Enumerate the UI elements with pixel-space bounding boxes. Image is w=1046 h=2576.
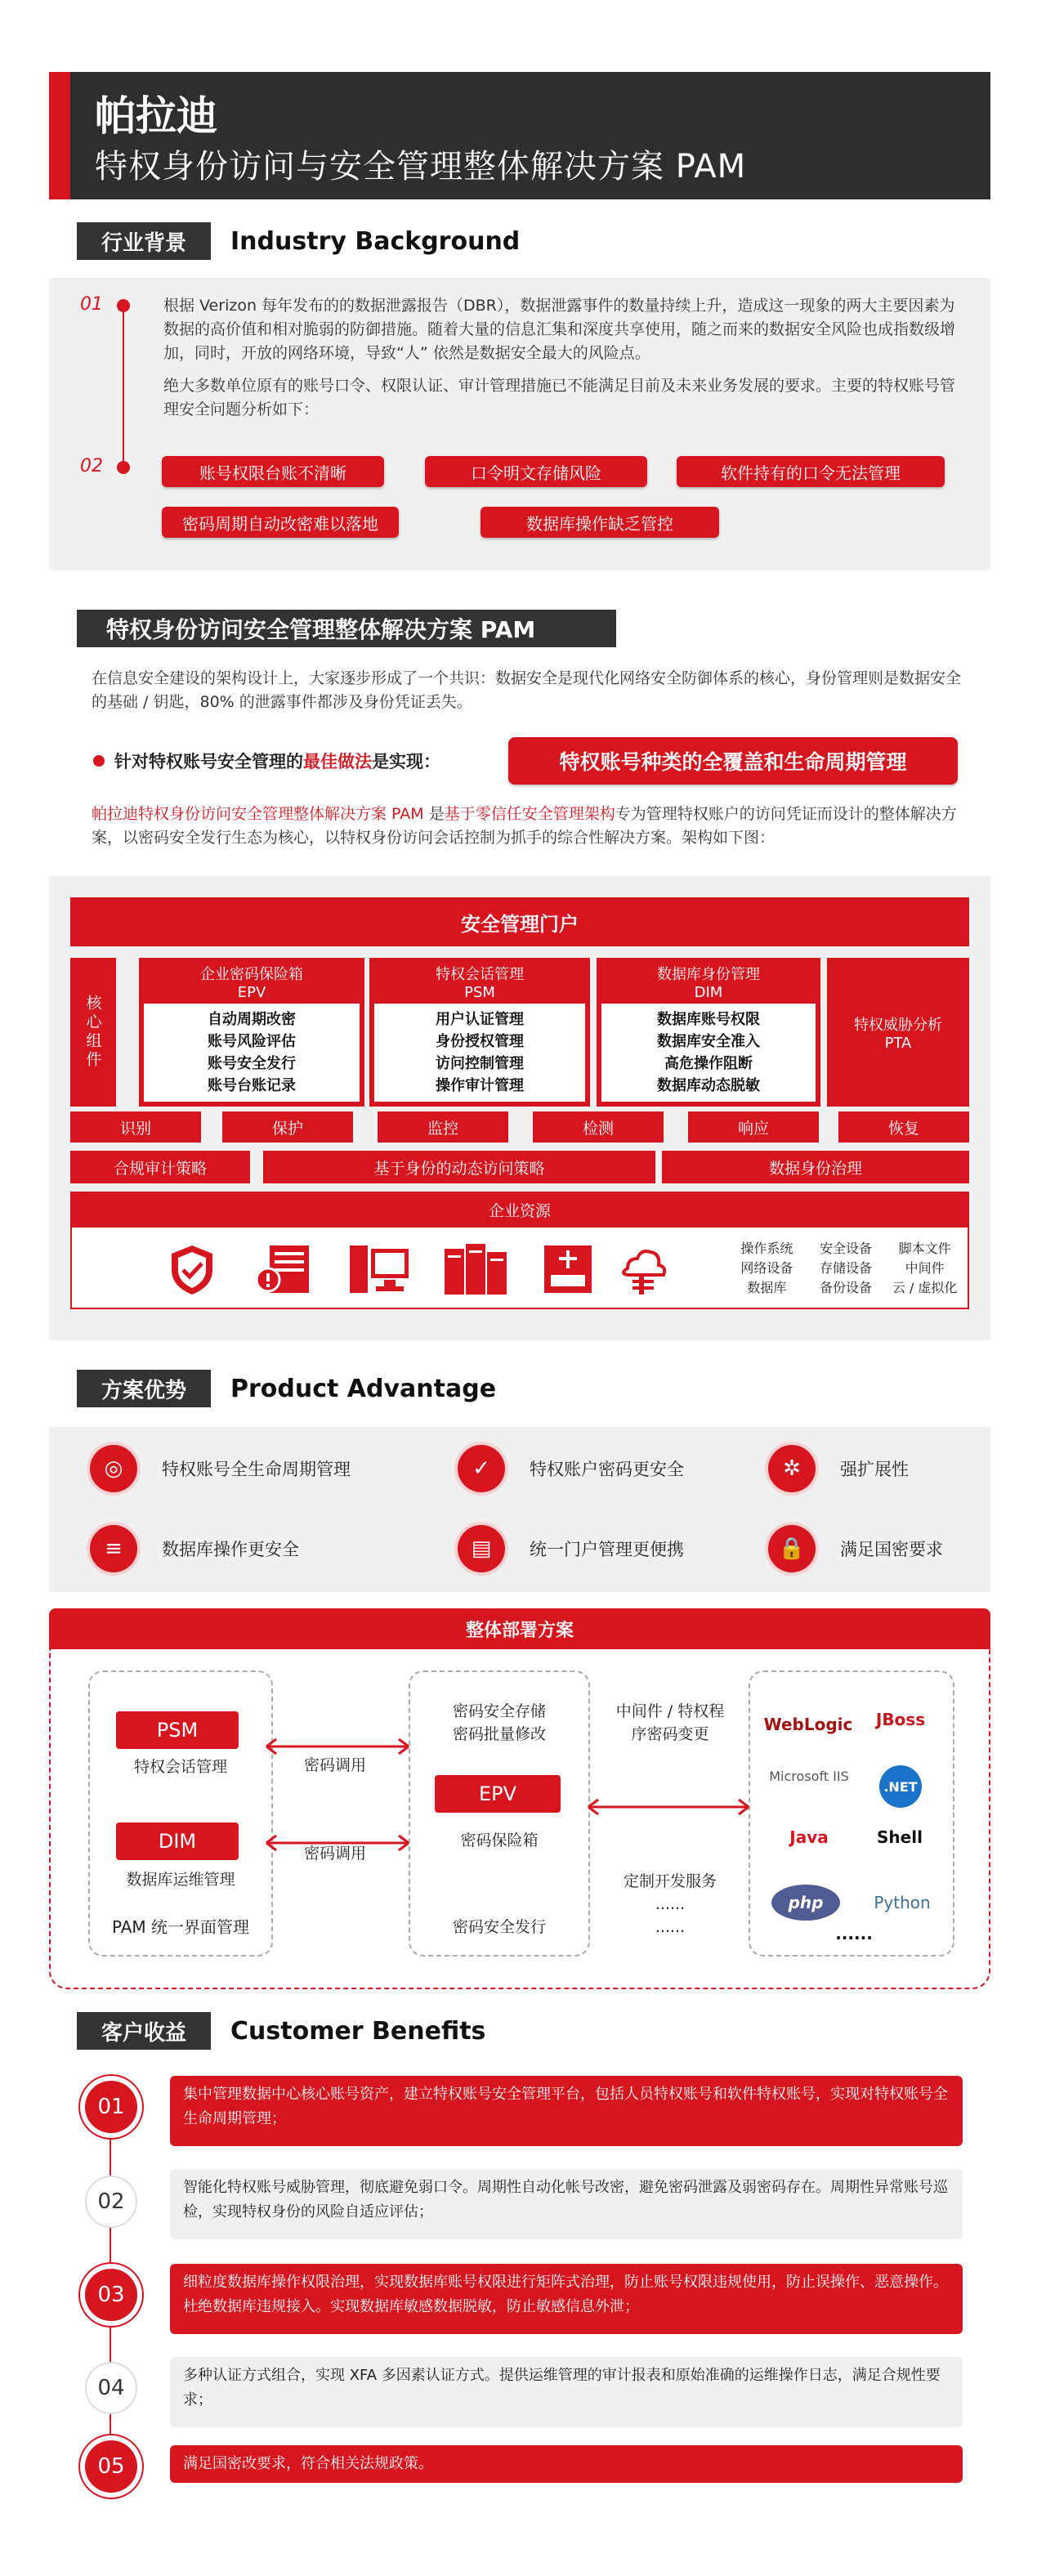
- epv-bottom-text: 密码安全发行: [452, 1918, 546, 1936]
- issue-pill: 软件持有的口令无法管理: [677, 456, 945, 487]
- module-epv-items: 自动周期改密 账号风险评估 账号安全发行 账号台账记录: [144, 1004, 360, 1102]
- epv-top-text: 密码安全存储 密码批量修改: [452, 1702, 546, 1743]
- jboss-logo: JBoss: [875, 1710, 926, 1729]
- dim-label: 数据库运维管理: [126, 1871, 235, 1889]
- arrow-label: 密码调用: [303, 1845, 366, 1863]
- module-dim-items: 数据库账号权限 数据库安全准入 高危操作阻断 数据库动态脱敏: [601, 1004, 816, 1102]
- section-title-cn: 方案优势: [77, 1370, 211, 1407]
- section-title-en: Product Advantage: [230, 1374, 497, 1403]
- shell-logo: Shell: [877, 1827, 923, 1847]
- epv-tag: EPV: [435, 1775, 561, 1813]
- puzzle-icon: ✲: [768, 1445, 816, 1492]
- section-title-cn: 行业背景: [77, 222, 211, 260]
- shield-icon: [163, 1241, 221, 1298]
- advantage-item: ◎ 特权账号全生命周期管理: [90, 1445, 351, 1492]
- iis-logo: Microsoft IIS: [769, 1769, 849, 1784]
- timeline-line: [123, 311, 124, 466]
- advantage-item: ✓ 特权账户密码更安全: [458, 1445, 684, 1492]
- issue-pill: 账号权限台账不清晰: [162, 456, 384, 487]
- solution-paragraph: 在信息安全建设的架构设计上，大家逐步形成了一个共识：数据安全是现代化网络安全防御体系的核心，身份管理则是数据安全的基础 / 钥匙，80% 的泄露事件都涉及身份凭证丢失。: [92, 669, 962, 711]
- advantage-item: ≡ 数据库操作更安全: [90, 1525, 299, 1572]
- computer-icon: [346, 1241, 412, 1298]
- section-title-cn: 客户收益: [77, 2012, 211, 2050]
- benefit-number: 04: [85, 2362, 137, 2414]
- item-number: 01: [80, 294, 103, 315]
- bullet-dot: [93, 755, 105, 767]
- best-practice-tag: 特权账号种类的全覆盖和生命周期管理: [508, 737, 958, 785]
- module-psm: 特权会话管理 PSM: [369, 958, 590, 1107]
- shield-check-icon: ✓: [458, 1445, 505, 1492]
- benefit-number: 03: [85, 2269, 137, 2321]
- datacenter-icon: [441, 1241, 510, 1298]
- portal-icon: ▤: [458, 1525, 505, 1572]
- module-pta: 特权威胁分析 PTA: [827, 958, 969, 1107]
- issue-pill: 数据库操作缺乏管控: [481, 507, 719, 538]
- industry-paragraph: 绝大多数单位原有的账号口令、权限认证、审计管理措施已不能满足目前及未来业务发展的要求。主要的特权账号管理安全问题分析如下：: [163, 377, 956, 418]
- benefit-text: 细粒度数据库操作权限治理，实现数据库账号权限进行矩阵式治理，防止账号权限违规使用，防止误操作、恶意操作。杜绝数据库违规接入。实现数据库敏感数据脱敏，防止敏感信息外泄；: [170, 2264, 963, 2334]
- benefit-text: 满足国密改要求，符合相关法规政策。: [170, 2445, 963, 2483]
- module-psm-items: 用户认证管理 身份授权管理 访问控制管理 操作审计管理: [374, 1004, 585, 1102]
- module-dim: 数据库身份管理 DIM: [597, 958, 820, 1107]
- section-solution-header: 特权身份访问安全管理整体解决方案 PAM: [77, 610, 616, 647]
- function-box: 恢复: [838, 1111, 969, 1143]
- more-logos: ......: [835, 1924, 873, 1943]
- page-header: [49, 72, 990, 199]
- cycle-icon: ◎: [90, 1445, 137, 1492]
- benefit-text: 多种认证方式组合，实现 XFA 多因素认证方式。提供运维管理的审计报表和原始准确的运维操作日志，满足合规性要求；: [170, 2357, 963, 2427]
- epv-label: 密码保险箱: [460, 1831, 539, 1849]
- function-box: 检测: [533, 1111, 664, 1143]
- function-box: 保护: [222, 1111, 353, 1143]
- dotnet-logo: .NET: [879, 1765, 922, 1808]
- server-warning-icon: [253, 1241, 315, 1298]
- page-title: 帕拉迪: [95, 92, 217, 140]
- middleware-text: 中间件 / 特权程 序密码变更: [615, 1702, 725, 1743]
- solution-paragraph-2: 帕拉迪特权身份访问安全管理整体解决方案 PAM 是基于零信任安全管理架构专为管理特权账户的访问凭证而设计的整体解决方案，以密码安全发行生态为核心，以特权身份访问会话控制为抓手的综合性解决方案。架构如下图：: [92, 805, 957, 847]
- section-benefits-header: [77, 2012, 485, 2050]
- dim-tag: DIM: [116, 1822, 239, 1860]
- arrow-label: 密码调用: [303, 1756, 366, 1774]
- python-logo: Python: [874, 1893, 931, 1912]
- advantage-item: ▤ 统一门户管理更便携: [458, 1525, 684, 1572]
- custom-dev-text: 定制开发服务 ...... ......: [623, 1872, 717, 1936]
- psm-tag: PSM: [116, 1711, 239, 1749]
- policy-box: 合规审计策略: [70, 1151, 250, 1183]
- policy-box: 数据身份治理: [662, 1151, 969, 1183]
- resources-bar: 企业资源: [70, 1192, 969, 1228]
- section-title-en: Customer Benefits: [230, 2016, 486, 2046]
- policy-box: 基于身份的动态访问策略: [263, 1151, 655, 1183]
- best-practice-line: 针对特权账号安全管理的最佳做法是实现：: [114, 752, 440, 771]
- advantage-item: 🔒 满足国密要求: [768, 1525, 943, 1572]
- network-device-icon: [539, 1241, 597, 1298]
- benefit-text: 智能化特权账号威胁管理，彻底避免弱口令。周期性自动化帐号改密，避免密码泄露及弱密码存在。周期性异常账号巡检，实现特权身份的风险自适应评估；: [170, 2169, 963, 2239]
- pam-label: PAM 统一界面管理: [111, 1917, 250, 1937]
- function-box: 识别: [70, 1111, 201, 1143]
- benefit-text: 集中管理数据中心核心账号资产，建立特权账号安全管理平台，包括人员特权账号和软件特权账号，实现对特权账号全生命周期管理；: [170, 2076, 963, 2146]
- function-box: 响应: [688, 1111, 819, 1143]
- section-industry-header: [77, 222, 520, 260]
- section-title-en: Industry Background: [230, 226, 521, 256]
- psm-label: 特权会话管理: [133, 1758, 227, 1776]
- benefit-number: 01: [85, 2081, 137, 2133]
- double-arrow: [582, 1795, 755, 1819]
- timeline-dot: [117, 299, 130, 312]
- issue-pill: 口令明文存储风险: [425, 456, 647, 487]
- issue-pill: 密码周期自动改密难以落地: [162, 507, 399, 538]
- weblogic-logo: WebLogic: [763, 1715, 853, 1734]
- header-accent-bar: [49, 72, 70, 199]
- cloud-icon: [615, 1241, 672, 1298]
- java-logo: Java: [789, 1827, 829, 1847]
- function-box: 监控: [378, 1111, 508, 1143]
- database-icon: ≡: [90, 1525, 137, 1572]
- core-label: 核心组件: [70, 958, 116, 1107]
- page-subtitle: 特权身份访问与安全管理整体解决方案 PAM: [95, 148, 747, 186]
- portal-bar: 安全管理门户: [70, 897, 969, 946]
- industry-paragraph: 根据 Verizon 每年发布的的数据泄露报告（DBR），数据泄露事件的数量持续上升，造成这一现象的两大主要因素为数据的高价值和相对脆弱的防御措施。随着大量的信息汇集和深度共享使用，随之而来的数据安全风险也成指数级增加，同时，开放的网络环境，导致“人” 依然是数据安全最大的风险点。: [163, 297, 956, 362]
- deploy-title-bar: 整体部署方案: [49, 1608, 990, 1649]
- resource-list: 操作系统 安全设备 脚本文件 网络设备 存储设备 中间件 数据库 备份设备 云 / 虚拟化: [740, 1241, 958, 1295]
- module-epv: 企业密码保险箱 EPV: [139, 958, 364, 1107]
- benefit-number: 05: [85, 2440, 137, 2493]
- php-logo: php: [771, 1885, 840, 1921]
- lock-icon: 🔒: [768, 1525, 816, 1572]
- item-number: 02: [80, 456, 103, 476]
- benefit-number: 02: [85, 2176, 137, 2228]
- section-advantage-header: [77, 1370, 496, 1407]
- advantage-item: ✲ 强扩展性: [768, 1445, 909, 1492]
- timeline-dot: [117, 461, 130, 474]
